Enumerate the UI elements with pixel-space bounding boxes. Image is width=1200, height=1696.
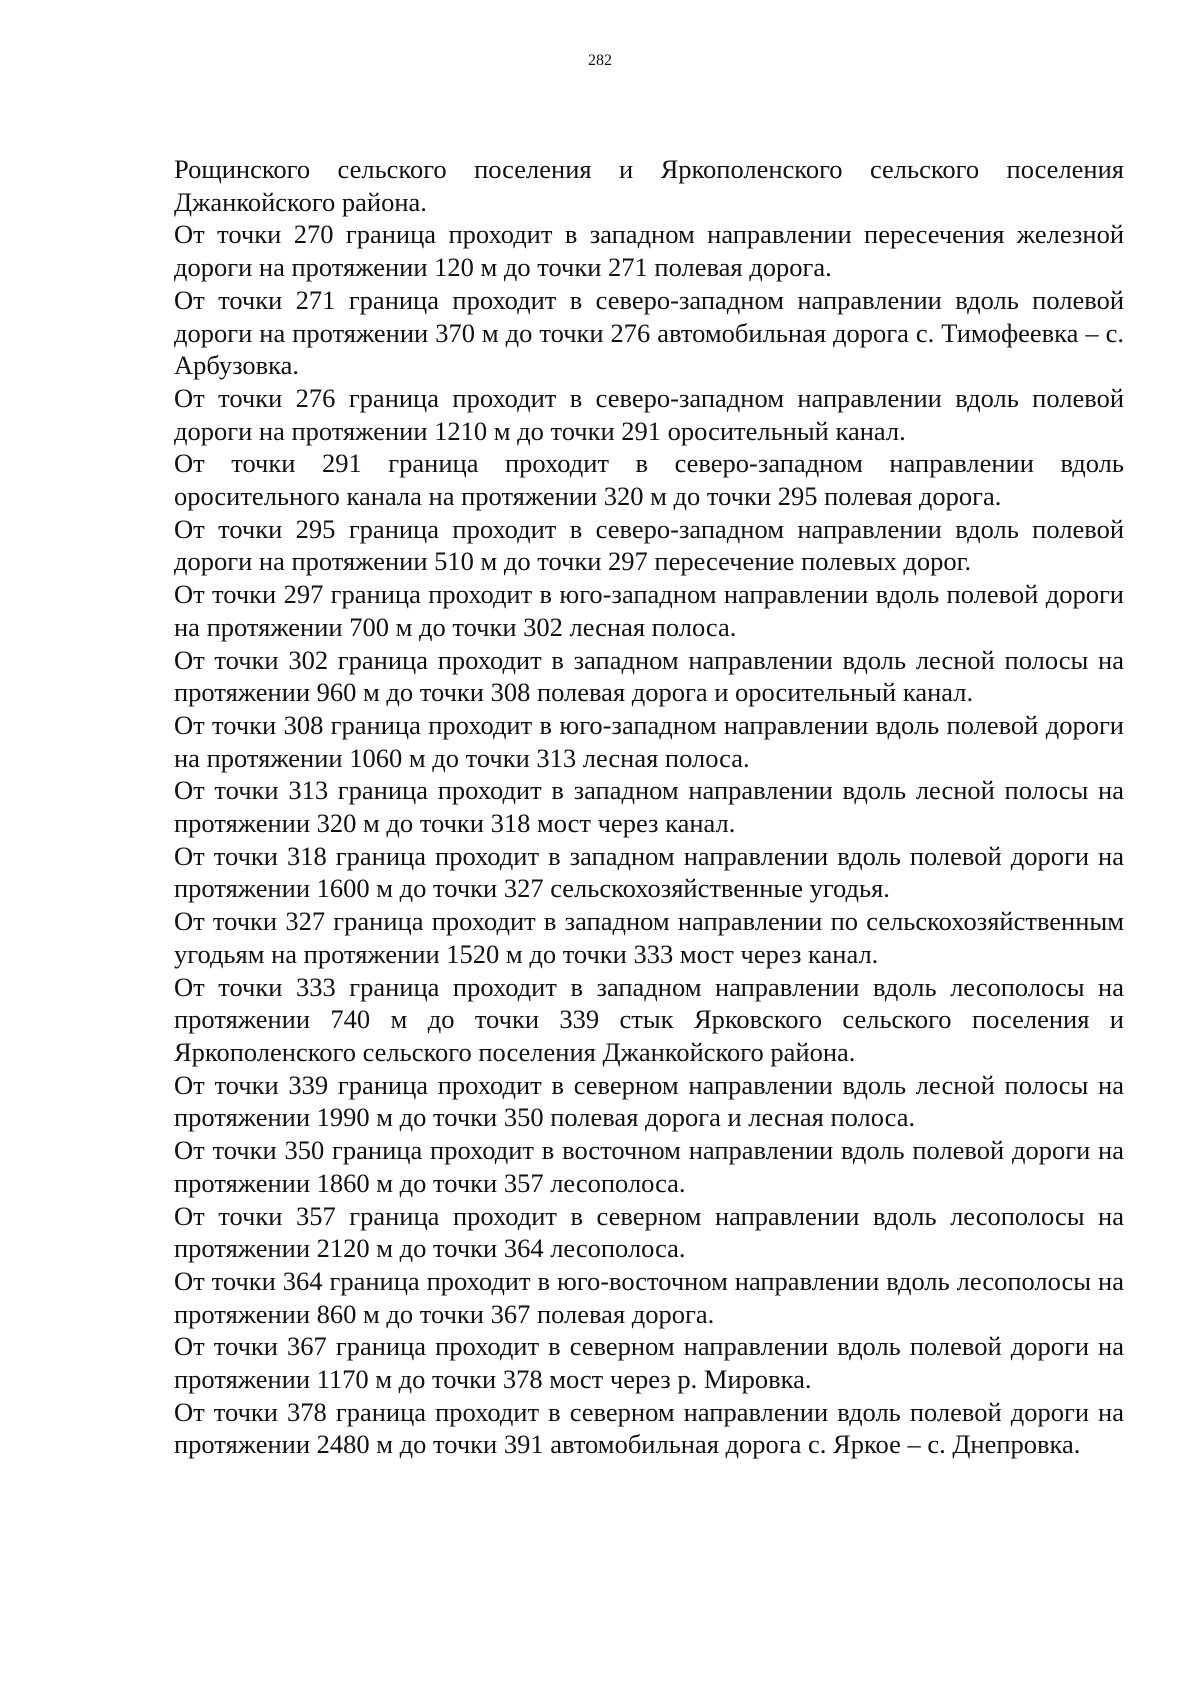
paragraph: От точки 367 граница проходит в северном направлении вдоль полевой дороги на протяжении 1170 м до точки 378 мост через р. Мировка. (174, 1331, 1124, 1395)
page-number: 282 (588, 52, 612, 69)
paragraph: От точки 333 граница проходит в западном направлении вдоль лесополосы на протяжении 740 м до точки 339 стык Ярковского сельского поселения и Яркополенского сельского поселения Джанкойского района. (174, 971, 1124, 1067)
paragraph: От точки 339 граница проходит в северном направлении вдоль лесной полосы на протяжении 1990 м до точки 350 полевая дорога и лесная полоса. (174, 1069, 1124, 1133)
paragraph: От точки 291 граница проходит в северо-западном направлении вдоль оросительного канала на протяжении 320 м до точки 295 полевая дорога. (174, 448, 1124, 512)
paragraph: От точки 271 граница проходит в северо-западном направлении вдоль полевой дороги на протяжении 370 м до точки 276 автомобильная дорога с. Тимофеевка – с. Арбузовка. (174, 284, 1124, 381)
paragraph: От точки 327 граница проходит в западном направлении по сельскохозяйственным угодьям на протяжении 1520 м до точки 333 мост через канал. (174, 906, 1124, 969)
paragraph: От точки 318 граница проходит в западном направлении вдоль полевой дороги на протяжении 1600 м до точки 327 сельскохозяйственные угодья. (174, 840, 1124, 904)
paragraph: От точки 295 граница проходит в северо-западном направлении вдоль полевой дороги на протяжении 510 м до точки 297 пересечение полевых дорог. (174, 513, 1124, 577)
paragraph: От точки 302 граница проходит в западном направлении вдоль лесной полосы на протяжении 960 м до точки 308 полевая дорога и оросительный канал. (174, 644, 1124, 708)
paragraph: От точки 357 граница проходит в северном направлении вдоль лесополосы на протяжении 2120 м до точки 364 лесополоса. (174, 1200, 1124, 1264)
paragraph: От точки 270 граница проходит в западном направлении пересечения железной дороги на протяжении 120 м до точки 271 полевая дорога. (174, 219, 1124, 283)
paragraph: От точки 276 граница проходит в северо-западном направлении вдоль полевой дороги на протяжении 1210 м до точки 291 оросительный канал. (174, 382, 1124, 446)
paragraph: Рощинского сельского поселения и Яркополенского сельского поселения Джанкойского района. (174, 154, 1124, 217)
paragraph: От точки 308 граница проходит в юго-западном направлении вдоль полевой дороги на протяжении 1060 м до точки 313 лесная полоса. (174, 709, 1124, 773)
paragraph: От точки 297 граница проходит в юго-западном направлении вдоль полевой дороги на протяжении 700 м до точки 302 лесная полоса. (174, 579, 1124, 642)
paragraph: От точки 364 граница проходит в юго-восточном направлении вдоль лесополосы на протяжении 860 м до точки 367 полевая дорога. (174, 1265, 1124, 1329)
paragraph: От точки 350 граница проходит в восточном направлении вдоль полевой дороги на протяжении 1860 м до точки 357 лесополоса. (174, 1135, 1124, 1198)
paragraph: От точки 313 граница проходит в западном направлении вдоль лесной полосы на протяжении 320 м до точки 318 мост через канал. (174, 775, 1124, 839)
document-body (174, 153, 1124, 1461)
paragraph: От точки 378 граница проходит в северном направлении вдоль полевой дороги на протяжении 2480 м до точки 391 автомобильная дорога с. Яркое – с. Днепровка. (174, 1396, 1124, 1460)
